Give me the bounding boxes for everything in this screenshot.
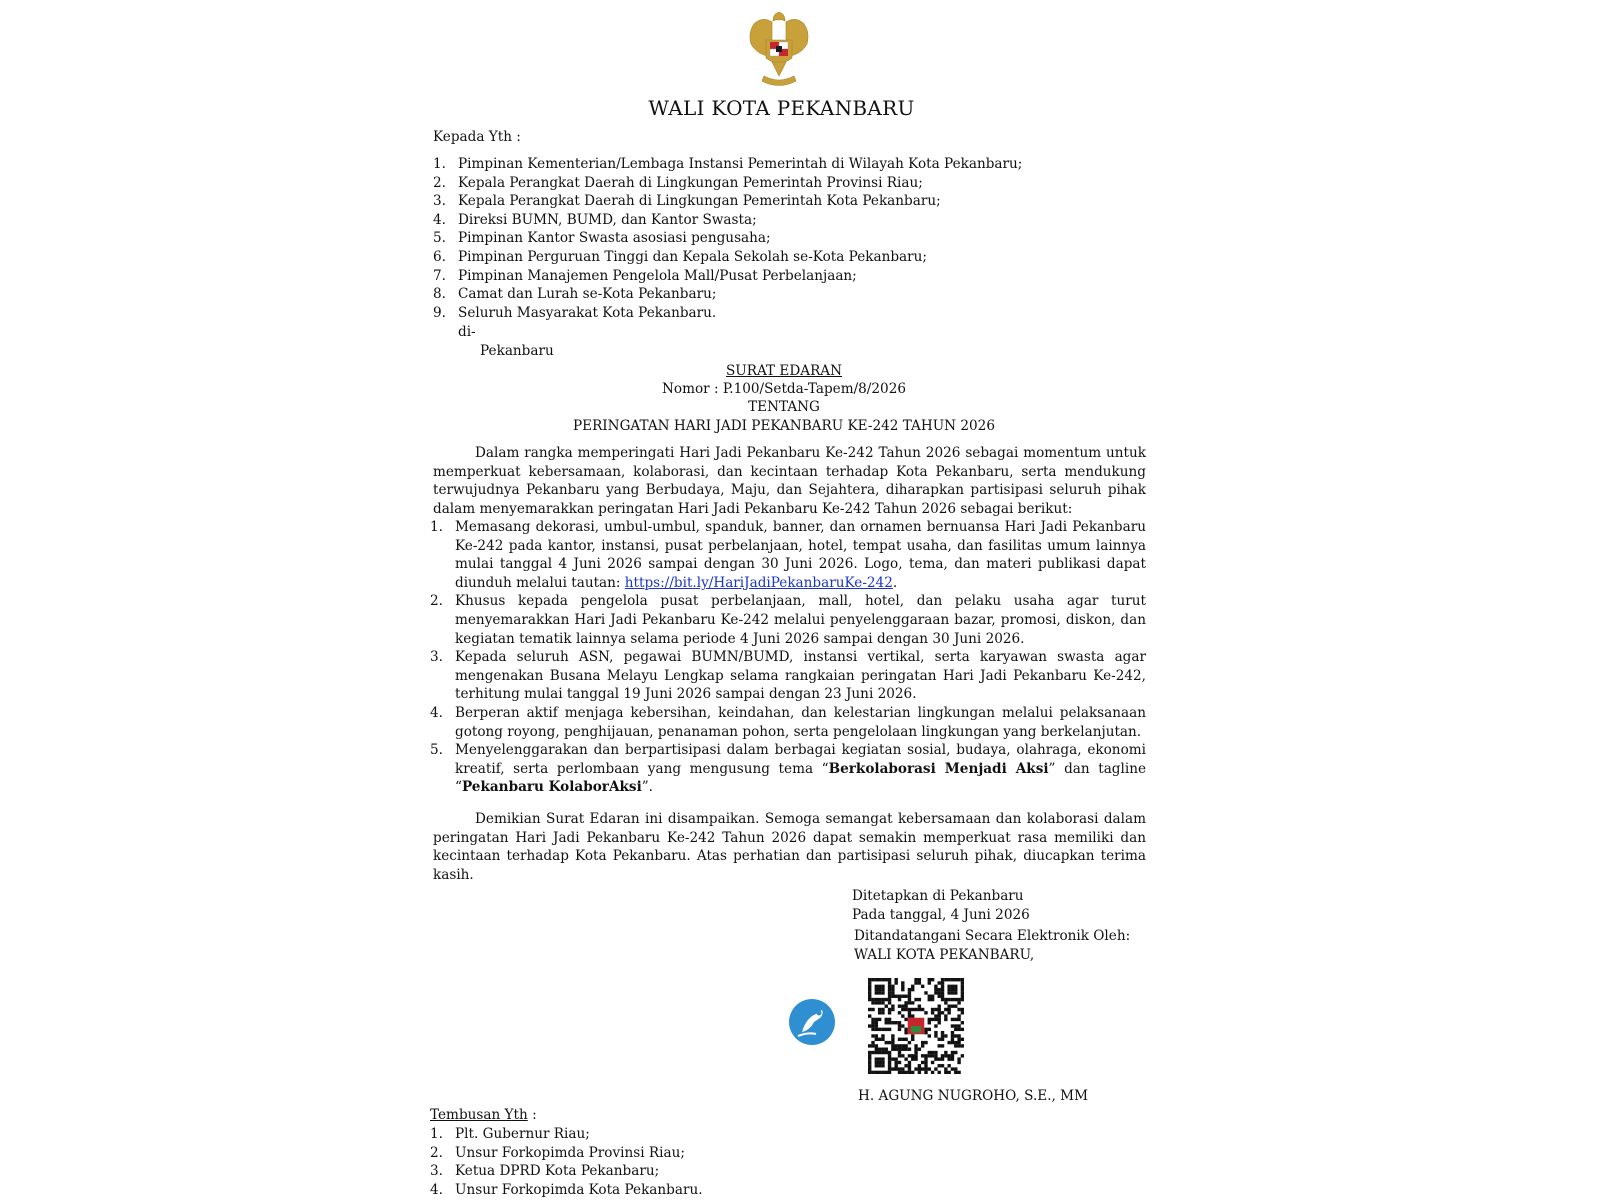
- salutation: Kepada Yth :: [433, 129, 521, 145]
- list-item: 4. Berperan aktif menjaga kebersihan, keindahan, dan kelestarian lingkungan melalui pelaksanaan gotong royong, penghijauan, penanaman pohon, serta pengelolaan lingkungan yang berkelanjutan.: [430, 704, 1146, 740]
- list-item: 1. Pimpinan Kementerian/Lembaga Instansi Pemerintah di Wilayah Kota Pekanbaru;: [433, 156, 1023, 172]
- list-item: 5. Pimpinan Kantor Swasta asosiasi pengusaha;: [433, 230, 771, 247]
- qr-code-icon: [868, 978, 964, 1074]
- list-item: 4. Unsur Forkopimda Kota Pekanbaru.: [430, 1181, 703, 1198]
- destination-city: Pekanbaru: [480, 343, 554, 359]
- signature-signed-by: Ditandatangani Secara Elektronik Oleh:: [854, 928, 1131, 945]
- instruction-list: [430, 518, 1146, 797]
- signer-name: H. AGUNG NUGROHO, S.E., MM: [858, 1088, 1089, 1104]
- signature-place: Ditetapkan di Pekanbaru: [852, 888, 1024, 904]
- list-item: 4. Direksi BUMN, BUMD, dan Kantor Swasta;: [433, 211, 757, 228]
- list-item: 1. Plt. Gubernur Riau;: [430, 1126, 590, 1142]
- letter-type: SURAT EDARAN: [725, 363, 843, 379]
- letter-number: Nomor : P.100/Setda-Tapem/8/2026: [661, 381, 906, 397]
- list-item: 2. Unsur Forkopimda Provinsi Riau;: [430, 1144, 685, 1161]
- tagline-text: Pekanbaru KolaborAksi: [461, 779, 642, 796]
- signature-block: [852, 887, 1130, 964]
- signature-date: Pada tanggal, 4 Juni 2026: [852, 906, 1030, 923]
- intro-paragraph: Dalam rangka memperingati Hari Jadi Pekanbaru Ke-242 Tahun 2026 sebagai momentum untuk memperkuat kebersamaan, kolaborasi, dan kecintaan terhadap Kota Pekanbaru, serta mendukung terwujudnya Pekanbaru yang Berbudaya, Maju, dan Sejahtera, diharapkan partisipasi seluruh pihak dalam menyemarakkan peringatan Hari Jadi Pekanbaru Ke-242 Tahun 2026 sebagai berikut:: [433, 445, 1146, 517]
- letter-about: TENTANG: [748, 399, 820, 415]
- bsre-esign-logo-icon: [788, 998, 836, 1046]
- publication-link[interactable]: https://bit.ly/HariJadiPekanbaruKe-242: [624, 574, 893, 591]
- theme-text: Berkolaborasi Menjadi Aksi: [828, 760, 1049, 777]
- cc-title: Tembusan Yth :: [430, 1107, 537, 1123]
- list-item: 1. Memasang dekorasi, umbul-umbul, spanduk, banner, dan ornamen bernuansa Hari Jadi Pekanbaru Ke-242 pada kantor, instansi, pusat perbelanjaan, hotel, tempat usaha, dan fasilitas umum lainnya mulai tanggal 4 Juni 2026 sampai dengan 30 Juni 2026. Logo, tema, dan materi publikasi dapat diunduh melalui tautan: https://bit.ly/HariJadiPekanbaruKe-242.: [430, 519, 1146, 591]
- list-item: 7. Pimpinan Manajemen Pengelola Mall/Pusat Perbelanjaan;: [433, 267, 857, 284]
- list-item: 6. Pimpinan Perguruan Tinggi dan Kepala Sekolah se-Kota Pekanbaru;: [433, 248, 927, 265]
- di-label: di-: [458, 324, 476, 340]
- list-item: 2. Kepala Perangkat Daerah di Lingkungan Pemerintah Provinsi Riau;: [433, 174, 923, 191]
- list-item: 9. Seluruh Masyarakat Kota Pekanbaru.: [433, 304, 717, 321]
- list-item: 8. Camat dan Lurah se-Kota Pekanbaru;: [433, 286, 717, 303]
- cc-list: [430, 1125, 703, 1199]
- closing-paragraph: Demikian Surat Edaran ini disampaikan. Semoga semangat kebersamaan dan kolaborasi dalam peringatan Hari Jadi Pekanbaru Ke-242 Tahun 2026 dapat semakin memperkuat rasa memiliki dan kecintaan terhadap Kota Pekanbaru. Atas perhatian dan partisipasi seluruh pihak, diucapkan terima kasih.: [433, 811, 1146, 883]
- list-item: 2. Khusus kepada pengelola pusat perbelanjaan, mall, hotel, dan pelaku usaha agar turut menyemarakkan Hari Jadi Pekanbaru Ke-242 melalui penyelenggaraan bazar, promosi, diskon, dan kegiatan tematik lainnya selama periode 4 Juni 2026 sampai dengan 30 Juni 2026.: [430, 593, 1146, 647]
- list-item: 5. Menyelenggarakan dan berpartisipasi dalam berbagai kegiatan sosial, budaya, olahraga, ekonomi kreatif, serta perlombaan yang mengusung tema “Berkolaborasi Menjadi Aksi” dan tagline “Pekanbaru KolaborAksi”.: [430, 742, 1147, 796]
- letterhead-title: WALI KOTA PEKANBARU: [648, 96, 915, 120]
- signature-position: WALI KOTA PEKANBARU,: [854, 946, 1035, 963]
- letter-subject: PERINGATAN HARI JADI PEKANBARU KE-242 TAHUN 2026: [573, 418, 995, 434]
- recipient-list: [433, 155, 1022, 322]
- list-item: 3. Kepada seluruh ASN, pegawai BUMN/BUMD, instansi vertikal, serta karyawan swasta agar mengenakan Busana Melayu Lengkap selama rangkaian peringatan Hari Jadi Pekanbaru Ke-242, terhitung mulai tanggal 19 Juni 2026 sampai dengan 23 Juni 2026.: [430, 649, 1146, 703]
- garuda-pancasila-emblem-icon: [736, 6, 822, 92]
- list-item: 3. Ketua DPRD Kota Pekanbaru;: [430, 1163, 660, 1180]
- list-item: 3. Kepala Perangkat Daerah di Lingkungan Pemerintah Kota Pekanbaru;: [433, 193, 941, 210]
